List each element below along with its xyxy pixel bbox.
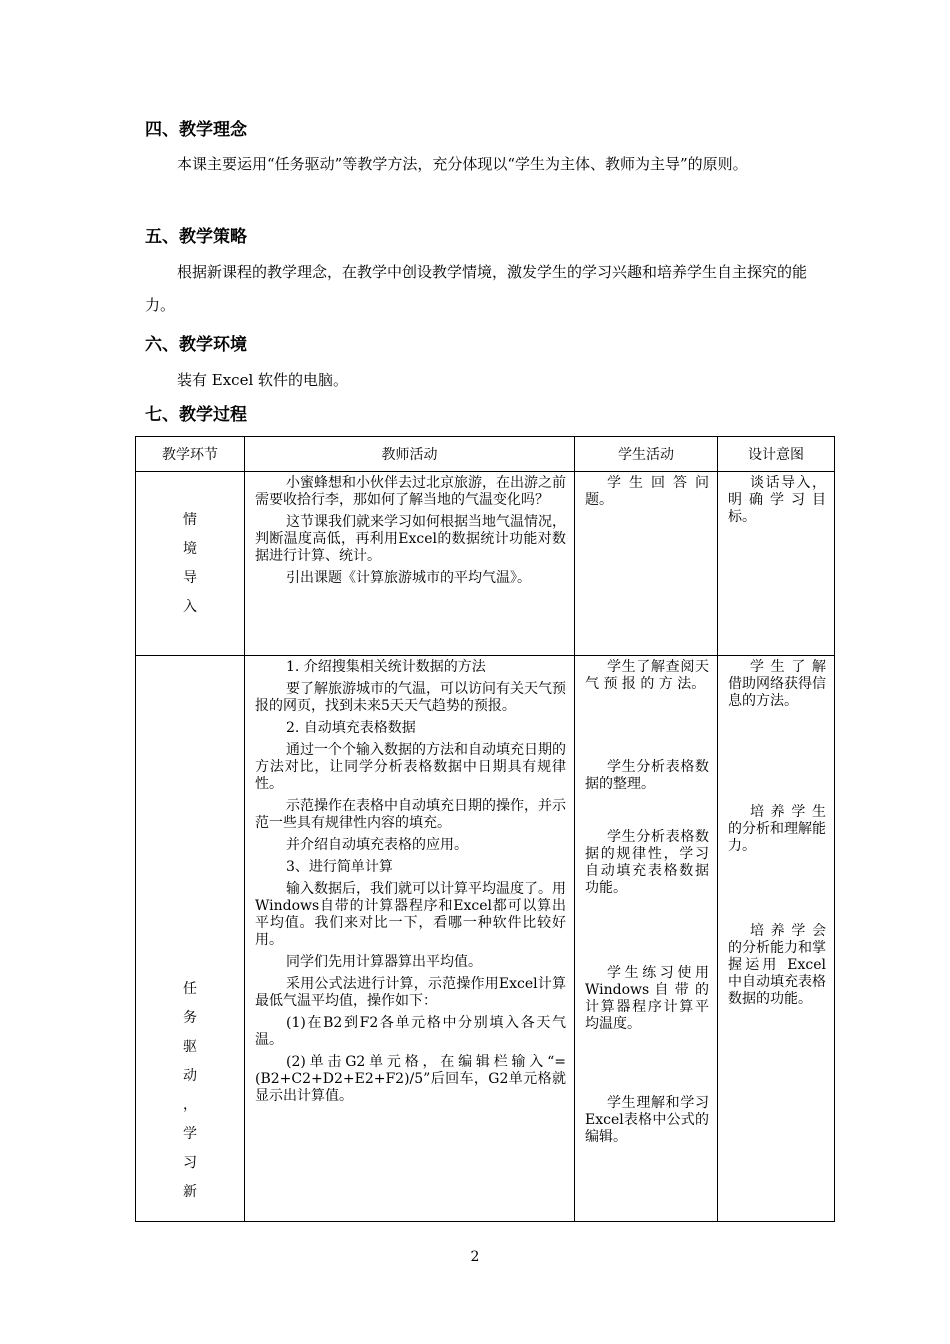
stage-cell-task [136, 656, 245, 1222]
teacher-paragraph: 采用公式法进行计算，示范操作用Excel计算最低气温平均值，操作如下： [255, 976, 566, 1009]
stage-char: 驱 [183, 1039, 197, 1055]
teaching-process-table [135, 436, 835, 1222]
stage-char: ， [183, 1097, 197, 1113]
teacher-paragraph: 要了解旅游城市的气温，可以访问有关天气预报的网页，找到未来5天天气趋势的预报。 [255, 681, 566, 714]
student-paragraph: 学生了解查阅天 气 预 报 的 方 法。 [585, 659, 709, 692]
teacher-cell-intro [245, 472, 575, 656]
teacher-paragraph: 同学们先用计算器算出平均值。 [286, 954, 482, 970]
teacher-paragraph: 示范操作在表格中自动填充日期的操作，并示范一些具有规律性内容的填充。 [255, 798, 566, 831]
stage-char: 导 [183, 569, 197, 586]
stage-char: 任 [183, 981, 197, 997]
student-paragraph: 学生练习使用Windows 自 带 的计算器程序计算平均温度。 [585, 965, 709, 1032]
teacher-paragraph: 输入数据后，我们就可以计算平均温度了。用Windows自带的计算器程序和Excel都可以算出平均值。我们来对比一下，看哪一种软件比较好用。 [255, 881, 566, 948]
header-teacher: 教师活动 [245, 437, 575, 472]
header-stage: 教学环节 [136, 437, 245, 472]
page-number: 2 [470, 1249, 480, 1265]
stage-char: 动 [183, 1068, 197, 1084]
stage-cell-intro [136, 472, 245, 656]
intent-cell-task [718, 656, 835, 1222]
table-header-row [136, 437, 835, 472]
teacher-paragraph: 2. 自动填充表格数据 [286, 720, 416, 736]
student-paragraph: 学 生 回 答 问 题。 [585, 475, 709, 508]
section-body-4: 本课主要运用“任务驱动”等教学方法，充分体现以“学生为主体、教师为主导”的原则。 [177, 155, 748, 173]
teacher-paragraph: 1. 介绍搜集相关统计数据的方法 [286, 659, 486, 675]
teacher-paragraph: 3、进行简单计算 [286, 859, 393, 875]
teacher-paragraph: 这节课我们就来学习如何根据当地气温情况，判断温度高低，再利用Excel的数据统计功能对数据进行计算、统计。 [255, 514, 566, 564]
stage-char: 学 [183, 1126, 197, 1142]
student-cell-task [575, 656, 718, 1222]
teacher-cell-task [245, 656, 575, 1222]
header-student: 学生活动 [575, 437, 718, 472]
table-row [136, 656, 835, 1222]
stage-char: 务 [183, 1010, 197, 1026]
stage-char: 情 [183, 511, 197, 528]
stage-char: 习 [183, 1155, 197, 1171]
student-cell-intro [575, 472, 718, 656]
stage-char: 境 [183, 540, 197, 557]
section-body-6: 装有 Excel 软件的电脑。 [177, 371, 349, 389]
table-row [136, 472, 835, 656]
section-heading-7: 七、教学过程 [145, 405, 247, 425]
student-paragraph: 学生理解和学习 Excel表格中公式的编辑。 [585, 1095, 709, 1145]
section-body-5: 根据新课程的教学理念，在教学中创设教学情境，激发学生的学习兴趣和培养学生自主探究的能力。 [145, 263, 808, 314]
teacher-paragraph: 引出课题《计算旅游城市的平均气温》。 [286, 570, 531, 586]
stage-char: 入 [183, 598, 197, 615]
intent-paragraph: 谈话导入，明 确 学 习 目 标。 [728, 475, 826, 525]
section-heading-4: 四、教学理念 [145, 120, 247, 140]
teacher-paragraph: 并介绍自动填充表格的应用。 [286, 837, 468, 853]
teacher-paragraph: 通过一个个输入数据的方法和自动填充日期的方法对比，让同学分析表格数据中日期具有规律性。 [255, 742, 566, 792]
section-heading-5: 五、教学策略 [145, 227, 247, 247]
student-paragraph: 学生分析表格数据的整理。 [585, 759, 709, 792]
teacher-paragraph: (2)单击G2单元格，在编辑栏输入“=(B2+C2+D2+E2+F2)/5”后回车，G2单元格就显示出计算值。 [255, 1054, 566, 1104]
teacher-paragraph: 小蜜蜂想和小伙伴去过北京旅游，在出游之前需要收拾行李，那如何了解当地的气温变化吗？ [255, 475, 566, 508]
intent-paragraph: 学 生 了 解借助网络获得信息的方法。 [728, 659, 826, 709]
intent-paragraph: 培 养 学 生的分析和理解能力。 [728, 804, 826, 854]
intent-cell-intro [718, 472, 835, 656]
section-heading-6: 六、教学环境 [145, 335, 247, 355]
header-intent: 设计意图 [718, 437, 835, 472]
intent-paragraph: 培 养 学 会的分析能力和掌握运用 Excel 中自动填充表格数据的功能。 [728, 923, 826, 1007]
teacher-paragraph: (1)在B2到F2各单元格中分别填入各天气温。 [255, 1015, 566, 1048]
student-paragraph: 学生分析表格数据的规律性，学习自动填充表格数据功能。 [585, 829, 709, 896]
stage-char: 新 [183, 1184, 197, 1200]
